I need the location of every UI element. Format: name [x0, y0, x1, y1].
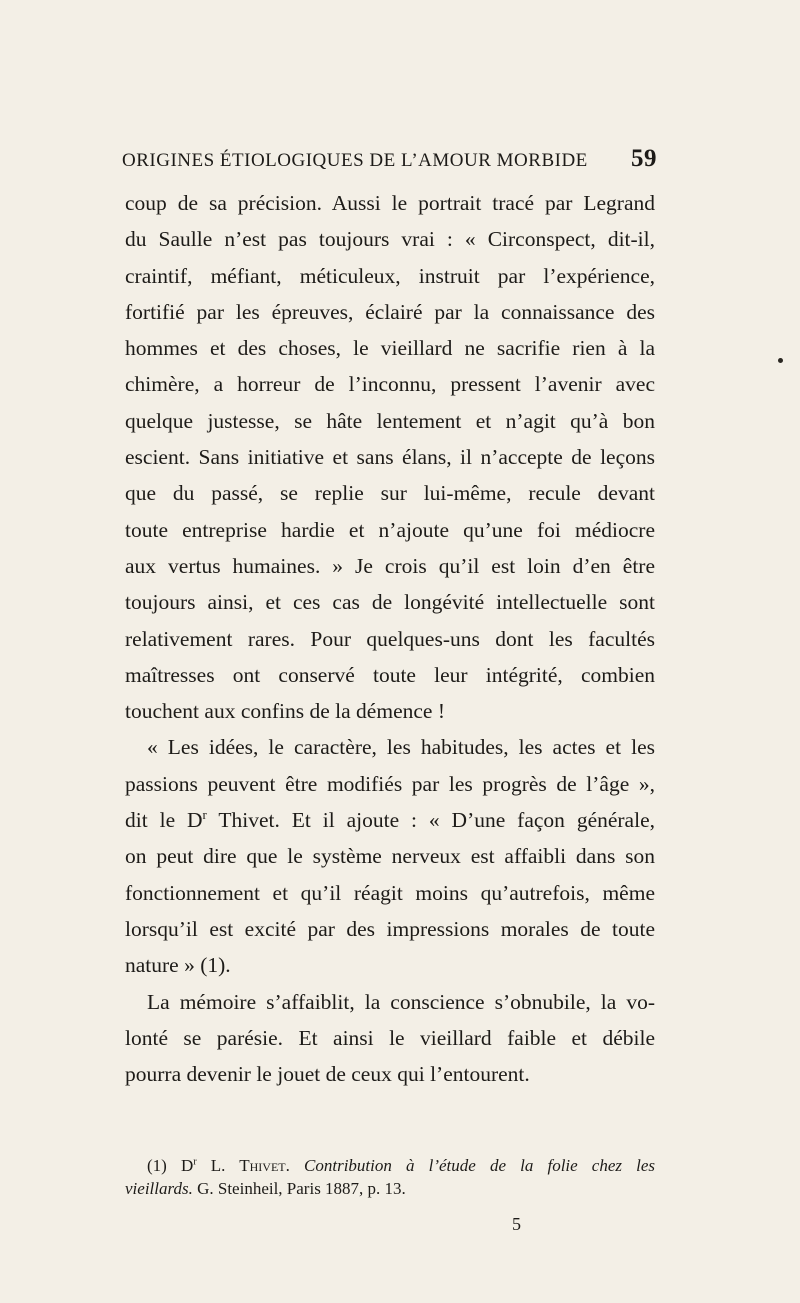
footnote-doctor: $D^r$ — [180, 1156, 197, 1175]
text-line: chimère, a horreur de l’inconnu, pressent l’avenir avec — [125, 372, 655, 397]
text-line: fonctionnement et qu’il réagit moins qu’autrefois, même — [125, 880, 655, 905]
text-line: toute entreprise hardie et n’ajoute qu’une foi médiocre — [125, 517, 655, 542]
text-line: pourra devenir le jouet de ceux qui l’entourent. — [125, 1062, 530, 1087]
running-head-title: ORIGINES ÉTIOLOGIQUES DE L’AMOUR MORBIDE — [122, 150, 588, 171]
text-line: craintif, méfiant, méticuleux, instruit par l’expérience, — [125, 263, 655, 288]
text-line: toujours ainsi, et ces cas de longévité intellectuelle sont — [125, 590, 655, 615]
text-line: escient. Sans initiative et sans élans, il n’accepte de leçons — [125, 445, 655, 470]
text-line-with-superscript: dit le $D^r$ Thivet. Et il ajoute : « D’une façon générale, — [125, 807, 655, 833]
margin-mark — [778, 358, 783, 363]
footnote-title-part1: Contribution à l’étude de la folie chez les — [304, 1156, 656, 1175]
text-line: du Saulle n’est pas toujours vrai : « Circonspect, dit-il, — [125, 227, 655, 252]
text-line: on peut dire que le système nerveux est affaibli dans son — [125, 844, 655, 869]
text-line: lonté se parésie. Et ainsi le vieillard faible et débile — [125, 1025, 655, 1050]
footnote-author: L. Thivet. — [210, 1156, 290, 1175]
text-line: aux vertus humaines. » Je crois qu’il est loin d’en être — [125, 553, 655, 578]
body-text — [125, 185, 655, 1092]
text-line: fortifié par les épreuves, éclairé par la connaissance des — [125, 299, 655, 324]
footnote-line-2 — [125, 1177, 655, 1200]
text-line: nature » (1). — [125, 953, 231, 978]
signature-mark: 5 — [512, 1214, 521, 1234]
text-line: « Les idées, le caractère, les habitudes, les actes et les — [147, 735, 655, 760]
text-line: relativement rares. Pour quelques-uns dont les facultés — [125, 626, 655, 651]
text-line: hommes et des choses, le vieillard ne sacrifie rien à la — [125, 336, 655, 361]
footnote-line-1 — [125, 1154, 655, 1177]
text-line: coup de sa précision. Aussi le portrait tracé par Legrand — [125, 191, 655, 215]
running-head — [122, 145, 657, 173]
text-line: lorsqu’il est excité par des impressions morales de toute — [125, 916, 655, 941]
text-line: maîtresses ont conservé toute leur intégrité, combien — [125, 662, 655, 687]
footnote-publisher: G. Steinheil, Paris 1887, p. 13. — [197, 1179, 406, 1198]
footnote — [125, 1154, 655, 1200]
text-line: que du passé, se replie sur lui-même, recule devant — [125, 481, 655, 506]
text-line: quelque justesse, se hâte lentement et n’agit qu’à bon — [125, 408, 655, 433]
footnote-title-part2: vieillards. — [125, 1179, 193, 1198]
text-line: passions peuvent être modifiés par les progrès de l’âge », — [125, 771, 655, 796]
page-number: 59 — [631, 145, 657, 172]
text-line: La mémoire s’affaiblit, la conscience s’obnubile, la vo- — [147, 989, 655, 1014]
text-line: touchent aux confins de la démence ! — [125, 699, 445, 724]
footnote-marker: (1) — [147, 1156, 167, 1175]
